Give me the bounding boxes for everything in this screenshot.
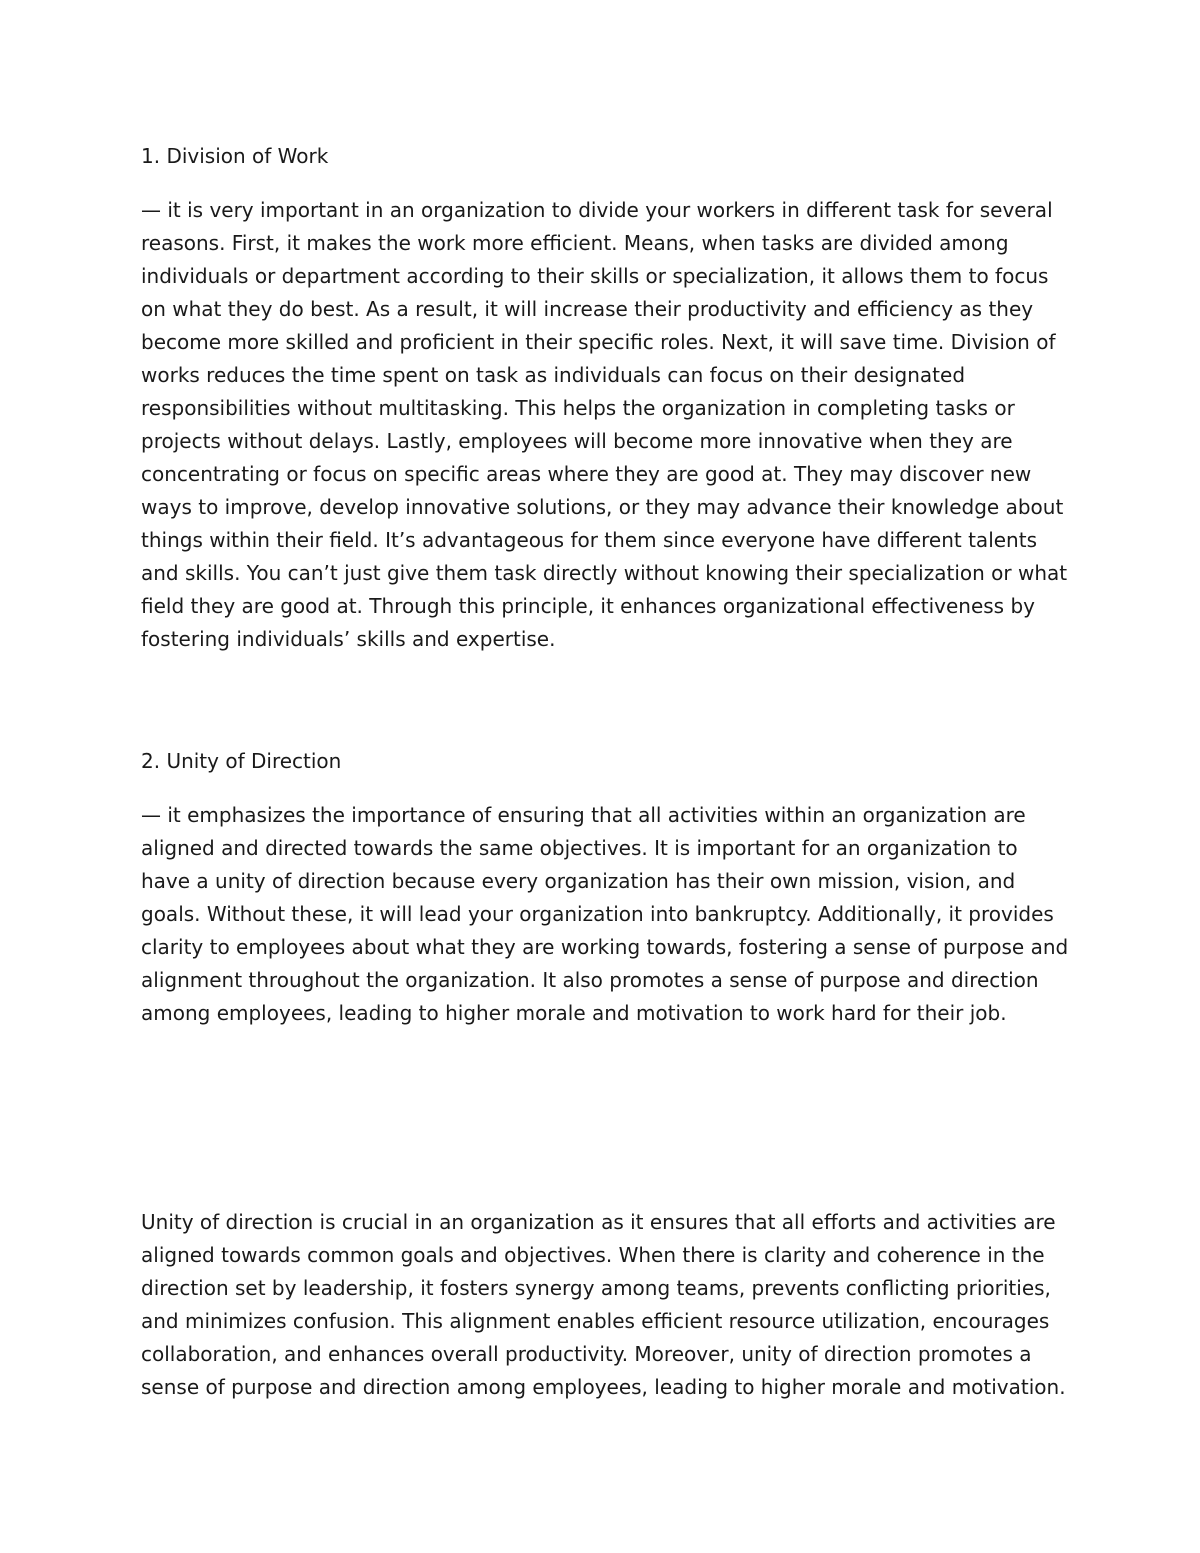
section-paragraph: Unity of direction is crucial in an organization as it ensures that all efforts and activities are aligned towards common goals and objectives. When there is clarity and coherence in the direction set by leadership, it fosters synergy among teams, prevents conflicting priorities, and minimizes confusion. This alignment enables efficient resource utilization, encourages collaboration, and enhances overall productivity. Moreover, unity of direction promotes a sense of purpose and direction among employees, leading to higher morale and motivation. (141, 1210, 1066, 1399)
section-unity-summary (141, 1206, 1071, 1404)
section-unity-of-direction (141, 745, 1071, 1030)
section-paragraph: — it is very important in an organization to divide your workers in different task for several reasons. First, it makes the work more efficient. Means, when tasks are divided among individuals or department according to their skills or specialization, it allows them to focus on what they do best. As a result, it will increase their productivity and efficiency as they become more skilled and proficient in their specific roles. Next, it will save time. Division of works reduces the time spent on task as individuals can focus on their designated responsibilities without multitasking. This helps the organization in completing tasks or projects without delays. Lastly, employees will become more innovative when they are concentrating or focus on specific areas where they are good at. They may discover new ways to improve, develop innovative solutions, or they may advance their knowledge about things within their field. It’s advantageous for them since everyone have different talents and skills. You can’t just give them task directly without knowing their specialization or what field they are good at. Through this principle, it enhances organizational effectiveness by fostering individuals’ skills and expertise. (141, 198, 1068, 651)
section-division-of-work (141, 140, 1071, 656)
section-heading: 2. Unity of Direction (141, 749, 342, 773)
section-heading: 1. Division of Work (141, 144, 329, 168)
section-paragraph: — it emphasizes the importance of ensuring that all activities within an organization are aligned and directed towards the same objectives. It is important for an organization to have a unity of direction because every organization has their own mission, vision, and goals. Without these, it will lead your organization into bankruptcy. Additionally, it provides clarity to employees about what they are working towards, fostering a sense of purpose and alignment throughout the organization. It also promotes a sense of purpose and direction among employees, leading to higher morale and motivation to work hard for their job. (141, 803, 1069, 1025)
